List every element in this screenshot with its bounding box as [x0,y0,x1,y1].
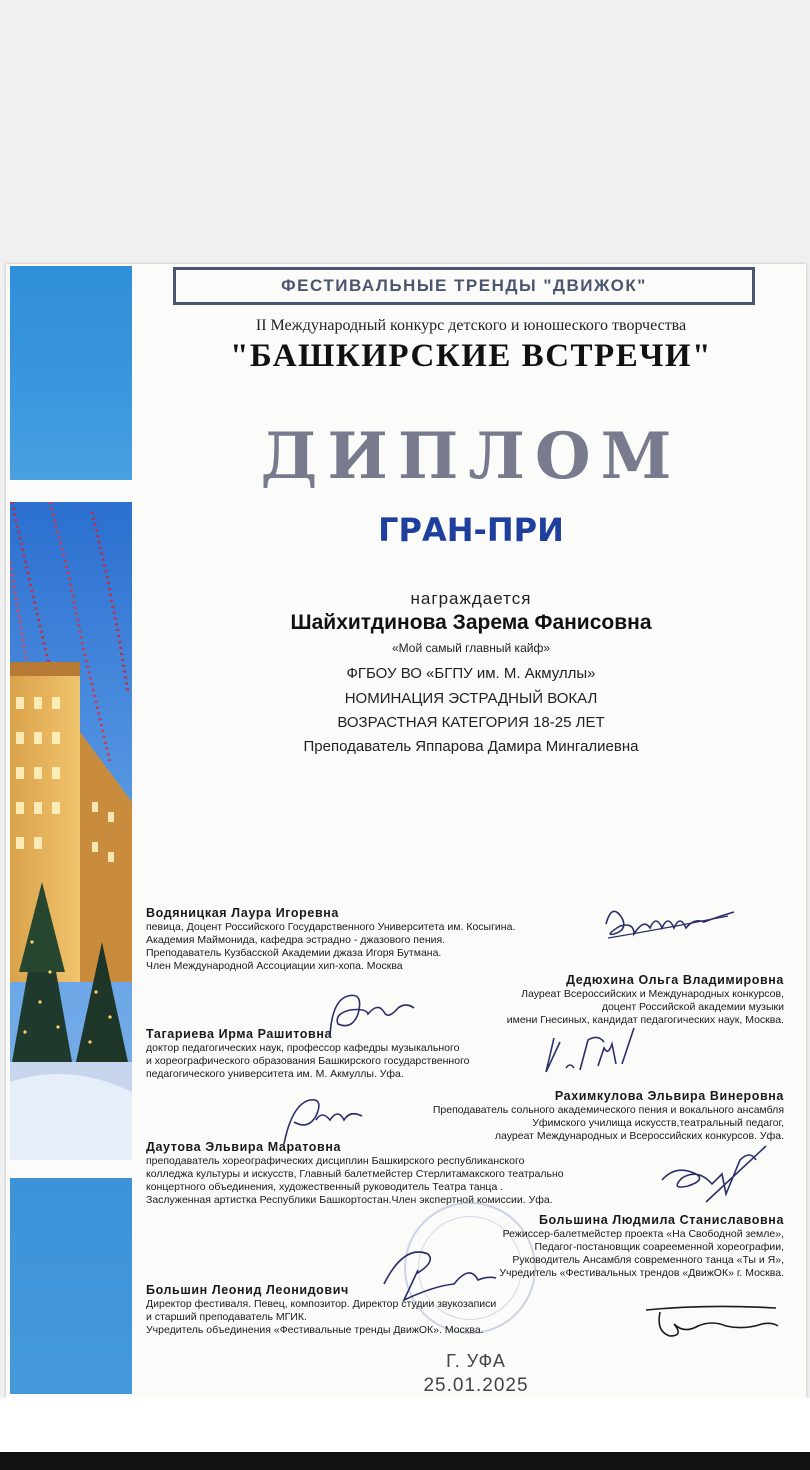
jury-name: Большина Людмила Станиславовна [538,1213,784,1227]
teacher-line: Преподаватель Яппарова Дамира Мингалиевна [303,738,639,755]
nomination-line: НОМИНАЦИЯ ЭСТРАДНЫЙ ВОКАЛ [344,690,598,707]
jury-line: Преподаватель Кузбасской Академии джаза Игоря Бутмана. [146,947,442,959]
contest-title: "БАШКИРСКИЕ ВСТРЕЧИ" [230,338,712,374]
contest-subtitle: II Международный конкурс детского и юношеского творчества [255,317,687,334]
diploma-title: ДИПЛОМ [260,419,682,494]
jury-name: Тагариева Ирма Рашитовна [146,1027,333,1041]
festival-title: ФЕСТИВАЛЬНЫЕ ТРЕНДЫ "ДВИЖОК" [281,276,647,295]
photo-illustration [10,502,132,1160]
jury-line: Лауреат Всероссийских и Международных конкурсов, [521,988,784,1000]
city: Г. УФА [446,1351,506,1371]
age-category-line: ВОЗРАСТНАЯ КАТЕГОРИЯ 18-25 ЛЕТ [337,714,605,731]
jury-name: Дедюхина Ольга Владимировна [566,973,784,987]
jury-line: Уфимского училища искусств,театральный педагог, [532,1117,784,1129]
top-margin [0,0,810,262]
blue-strip-bottom [10,1178,132,1394]
institution-line: ФГБОУ ВО «БГПУ им. М. Акмуллы» [346,665,596,682]
jury-line: Преподаватель сольного академического пения и вокального ансамбля [432,1104,784,1116]
jury-line: педагогического университета им. М. Акмуллы. Уфа. [146,1068,404,1080]
jury-line: преподаватель хореографических дисциплин Башкирского республиканского [146,1155,525,1167]
signature-7 [638,1302,788,1348]
jury-member-6 [499,1214,784,1280]
blue-strip-top [10,266,132,480]
signature-5 [654,1144,784,1206]
award-grade: ГРАН-ПРИ [378,511,564,549]
jury-member-4 [433,1090,784,1143]
jury-line: Учредитель «Фестивальных трендов «ДвижОК» г. Москва. [499,1267,784,1279]
jury-line: Педагог-постановщик соарееменной хореографии, [534,1241,784,1253]
song-title: «Мой самый главный кайф» [392,641,550,655]
jury-name: Водяницкая Лаура Игоревна [146,906,339,920]
jury-line: концертного объединения, художественный руководитель Театра танца . [146,1181,504,1193]
signature-6 [374,1240,504,1304]
jury-line: и старший преподаватель МГИК. [146,1311,307,1323]
jury-line: доцент Российской академии музыки [601,1001,784,1013]
jury-line: колледжа культуры и искусств, Главный балетмейстер Стерлитамакского театрально [146,1168,564,1180]
jury-line: Руководитель Ансамбля современного танца «Ты и Я», [512,1254,784,1266]
jury-line: доктор педагогических наук, профессор кафедры музыкального [146,1042,460,1054]
jury-name: Большин Леонид Леонидович [146,1283,349,1297]
jury-name: Даутова Эльвира Маратовна [146,1140,342,1154]
jury-line: Директор фестиваля. Певец, композитор. Директор студии звукозаписи [146,1298,497,1310]
jury-line: лауреат Международных и Всероссийских конкурсов. Уфа. [494,1130,784,1142]
jury-line: Член Международной Ассоциации хип-хопа. Москва [146,960,403,972]
jury-line: Академия Маймонида, кафедра эстрадно - джазового пения. [146,934,446,946]
jury-line: Режиссер-балетмейстер проекта «На Свободной земле», [502,1228,784,1240]
jury-member-1 [146,907,515,973]
diploma-sheet [6,264,806,1398]
jury-line: Учредитель объединения «Фестивальные тренды ДвижОК». Москва. [146,1324,484,1336]
jury-member-2 [507,974,784,1027]
winner-name: Шайхитдинова Зарема Фанисовна [290,611,652,634]
signature-3 [536,1024,656,1080]
signature-1 [598,894,758,950]
signature-4 [270,1090,380,1152]
awarded-label: награждается [410,589,532,608]
festival-banner [173,267,755,305]
issue-date: 25.01.2025 [423,1375,529,1396]
signature-2 [306,976,416,1044]
jury-name: Рахимкулова Эльвира Винеровна [554,1089,784,1103]
jury-line: и хореографического образования Башкирского государственного [146,1055,470,1067]
jury-line: имени Гнесиных, кандидат педагогических наук, Москва. [506,1014,784,1026]
jury-line: Заслуженная артистка Республики Башкортостан.Член экспертной комиссии. Уфа. [146,1194,553,1206]
jury-line: певица, Доцент Российского Государственного Университета им. Косыгина. [146,921,516,933]
night-city-photo [10,502,132,1160]
bottom-system-bar [0,1452,810,1470]
